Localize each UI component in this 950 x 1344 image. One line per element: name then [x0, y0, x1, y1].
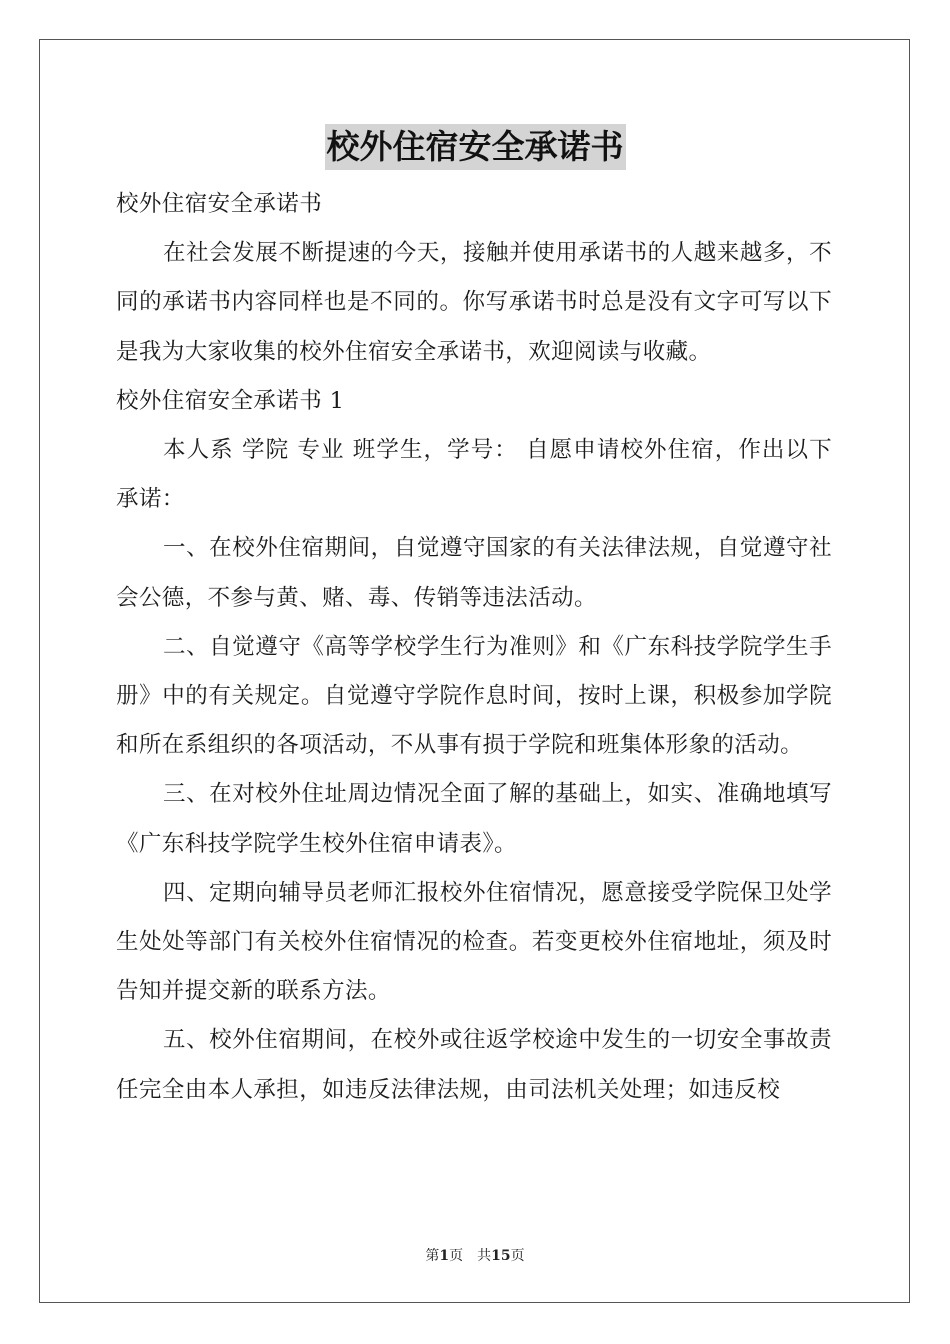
page-current: 1 [439, 1248, 450, 1264]
paragraph: 二、自觉遵守《高等学校学生行为准则》和《广东科技学院学生手册》中的有关规定。自觉遵守学院作息时间，按时上课，积极参加学院和所在系组织的各项活动，不从事有损于学院和班集体形象的活动。 [116, 633, 832, 759]
total-unit: 页 [510, 1248, 525, 1264]
page-unit: 页 [449, 1248, 464, 1264]
paragraph: 本人系 学院 专业 班学生，学号： 自愿申请校外住宿，作出以下承诺： [116, 437, 832, 513]
page-prefix: 第 [425, 1248, 440, 1264]
document-body [116, 180, 832, 1115]
paragraph: 一、在校外住宿期间，自觉遵守国家的有关法律法规，自觉遵守社会公德，不参与黄、赌、毒、传销等违法活动。 [116, 535, 832, 611]
page-total: 15 [491, 1248, 511, 1264]
paragraph: 四、定期向辅导员老师汇报校外住宿情况，愿意接受学院保卫处学生处处等部门有关校外住宿情况的检查。若变更校外住宿地址，须及时告知并提交新的联系方法。 [116, 879, 832, 1005]
document-title: 校外住宿安全承诺书 [325, 124, 626, 170]
page-footer [0, 1246, 950, 1266]
paragraph: 在社会发展不断提速的今天，接触并使用承诺书的人越来越多，不同的承诺书内容同样也是不同的。你写承诺书时总是没有文字可写以下是我为大家收集的校外住宿安全承诺书，欢迎阅读与收藏。 [116, 240, 832, 365]
paragraph: 校外住宿安全承诺书 [116, 191, 323, 217]
paragraph: 校外住宿安全承诺书 1 [116, 387, 345, 414]
paragraph: 五、校外住宿期间，在校外或往返学校途中发生的一切安全事故责任完全由本人承担，如违反法律法规，由司法机关处理；如违反校 [116, 1027, 832, 1103]
paragraph: 三、在对校外住址周边情况全面了解的基础上，如实、准确地填写《广东科技学院学生校外住宿申请表》。 [116, 781, 832, 857]
title-wrap [0, 124, 950, 170]
total-prefix: 共 [477, 1248, 492, 1264]
